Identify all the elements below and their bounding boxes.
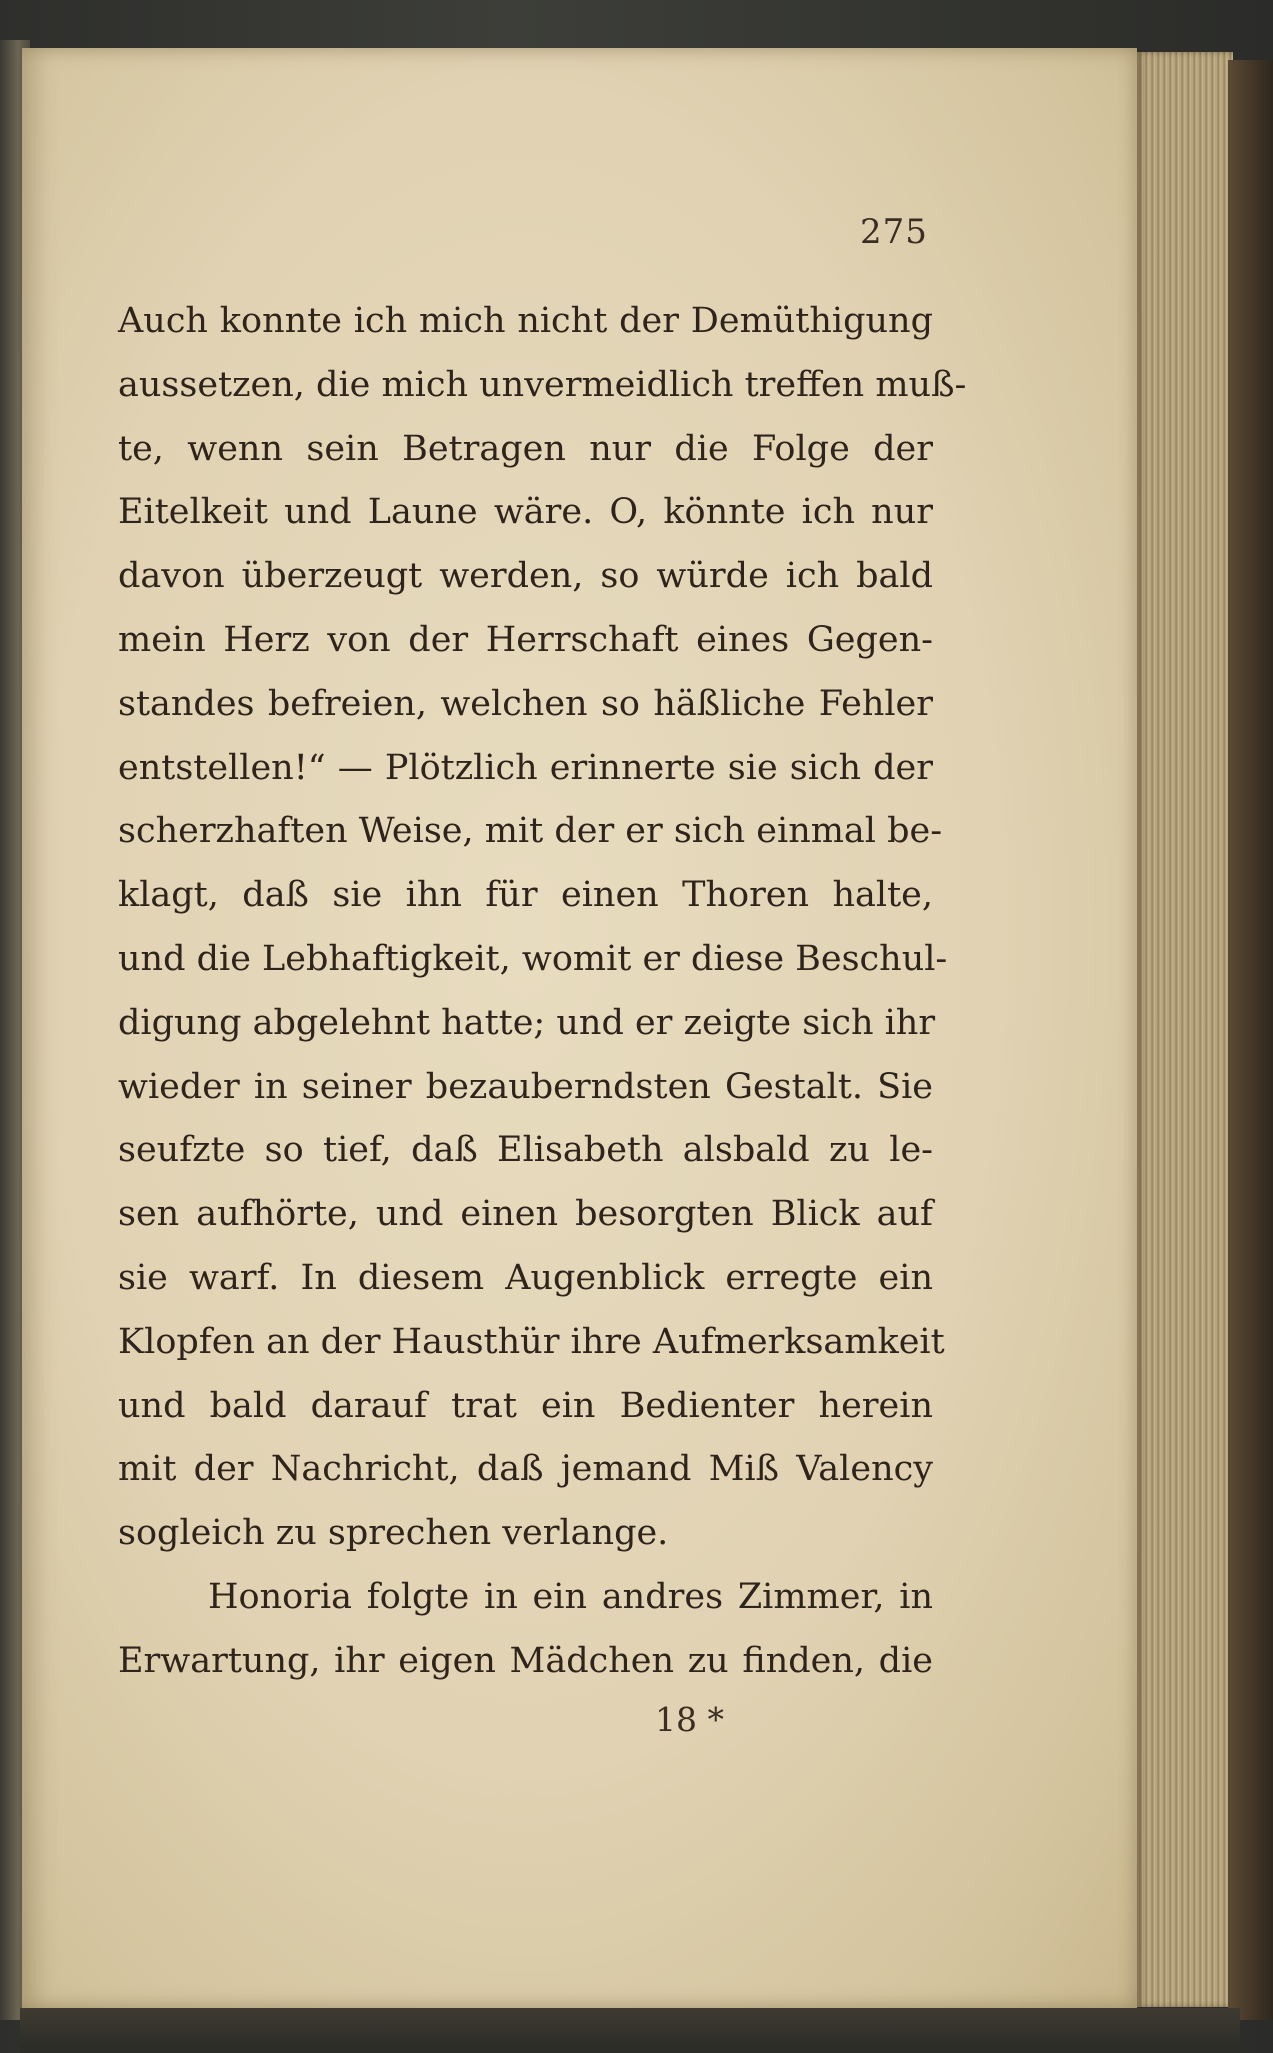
text-line: aussetzen, die mich unvermeidlich treffen muß-	[118, 364, 967, 405]
text-line: entstellen!“ — Plötzlich erinnerte sie sich der	[118, 747, 933, 788]
text-line: und bald darauf trat ein Bedienter herein	[118, 1385, 933, 1426]
text-line: te, wenn sein Betragen nur die Folge der	[118, 428, 933, 469]
scan-bottom-edge	[20, 2008, 1240, 2053]
text-line: klagt, daß sie ihn für einen Thoren halte,	[118, 875, 933, 916]
page-number: 275	[860, 212, 928, 252]
text-line: und die Lebhaftigkeit, womit er diese Beschul-	[118, 938, 948, 979]
text-line: Honoria folgte in ein andres Zimmer, in	[208, 1576, 933, 1617]
text-line: Erwartung, ihr eigen Mädchen zu finden, die	[118, 1640, 933, 1681]
text-line: Auch konnte ich mich nicht der Demüthigung	[118, 301, 933, 341]
page-fore-edge	[1137, 52, 1233, 2007]
text-line: Eitelkeit und Laune wäre. O, könnte ich nur	[118, 492, 933, 533]
text-line: standes befreien, welchen so häßliche Fehler	[118, 683, 933, 724]
book-cover-edge	[1228, 60, 1273, 2020]
text-line: davon überzeugt werden, so würde ich bald	[118, 556, 933, 597]
body-text	[118, 290, 967, 1694]
text-line: sie warf. In diesem Augenblick erregte ein	[118, 1257, 933, 1298]
text-line: sen aufhörte, und einen besorgten Blick auf	[118, 1194, 933, 1235]
text-line: mein Herz von der Herrschaft eines Gegen-	[118, 619, 933, 660]
text-line: sogleich zu sprechen verlange.	[118, 1513, 669, 1554]
signature-mark: 18 *	[655, 1700, 724, 1739]
text-line: digung abgelehnt hatte; und er zeigte sich ihr	[118, 1002, 936, 1043]
text-line: seufzte so tief, daß Elisabeth alsbald zu le-	[118, 1130, 933, 1171]
text-line: wieder in seiner bezauberndsten Gestalt. Sie	[118, 1066, 933, 1107]
text-line: scherzhaften Weise, mit der er sich einmal be-	[118, 811, 943, 852]
text-line: mit der Nachricht, daß jemand Miß Valency	[118, 1449, 933, 1490]
text-line: Klopfen an der Hausthür ihre Aufmerksamkeit	[118, 1321, 945, 1362]
